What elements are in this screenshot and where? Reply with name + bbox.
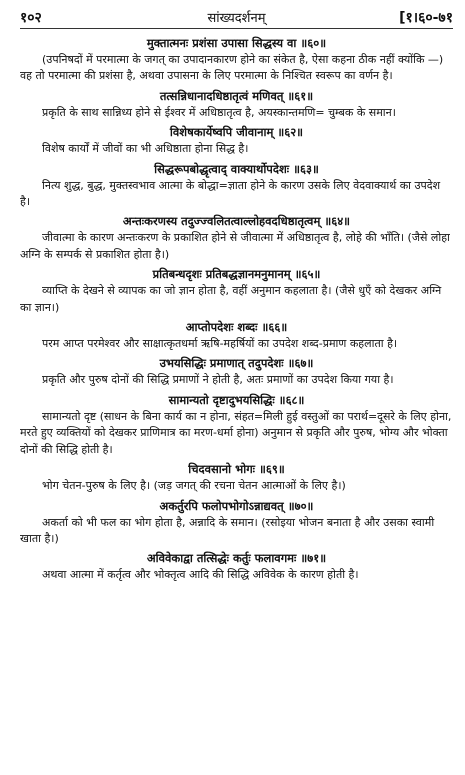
sutra-68: सामान्यतो दृष्टादुभयसिद्धिः ॥६८॥ [168,392,305,407]
sutra-69: चिदवसानो भोगः ॥६९॥ [188,462,285,477]
commentary-71: अथवा आत्मा में कर्तृत्व और भोक्तृत्व आदि की सिद्धि अविवेक के कारण होती है। [42,568,359,582]
commentary-60: (उपनिषदों में परमात्मा के जगत् का उपादानकारण होने का संकेत है, ऐसा कहना ठीक नहीं क्योंकि —) वह तो परमात्मा की प्रशंसा है, अथवा उपासना के लिए परमात्मा के निश्चित स्वरूप का वर्णन है। [20,53,444,83]
sutra-range: [१।६०-७१ [399,10,453,26]
sutra-61: तत्सन्निधानादधिष्ठातृत्वं मणिवत् ॥६१॥ [159,88,314,103]
page-header [20,6,453,29]
commentary-63: नित्य शुद्ध, बुद्ध, मुक्तस्वभाव आत्मा के बोद्धा=ज्ञाता होने के कारण उसके लिए वेदवाक्यार्थ का उपदेश है। [20,178,441,209]
sutra-64: अन्तःकरणस्य तदुज्ज्वलितत्वाल्लोहवदधिष्ठातृत्वम् ॥६४॥ [122,214,351,229]
sutra-70: अकर्तुरपि फलोपभोगोऽन्नाद्यवत् ॥७०॥ [159,498,314,513]
sutra-62: विशेषकार्येष्वपि जीवानाम् ॥६२॥ [169,125,304,140]
sutra-71: अविवेकाद्वा तत्सिद्धेः कर्तुः फलावगमः ॥७१॥ [146,551,327,566]
sutra-67: उभयसिद्धिः प्रमाणात् तदुपदेशः ॥६७॥ [159,356,314,371]
commentary-68: सामान्यतो दृष्ट (साधन के बिना कार्य का न होना, संहत=मिली हुई वस्तुओं का परार्थ=दूसरे के लिए होना, मरते हुए व्यक्तियों को देखकर प्राणिमात्र का मरण-धर्मा होना) अनुमान से प्रकृति और पुरुष, भोग्य और भोक्ता दोनों की सिद्धि होती है। [20,409,452,456]
commentary-64: जीवात्मा के कारण अन्तःकरण के प्रकाशित होने से जीवात्मा में अधिष्ठातृत्व है, लोहे की भाँति। (जैसे लोहा अग्नि के सम्पर्क से प्रकाशित होता है।) [20,231,450,261]
commentary-69: भोग चेतन-पुरुष के लिए है। (जड़ जगत् की रचना चेतन आत्माओं के लिए है।) [42,479,346,493]
commentary-62: विशेष कार्यों में जीवों का भी अधिष्ठाता होना सिद्ध है। [42,142,249,156]
commentary-67: प्रकृति और पुरुष दोनों की सिद्धि प्रमाणों ने होती है, अतः प्रमाणों का उपदेश किया गया है। [42,373,394,387]
sutra-60: मुक्तात्मनः प्रशंसा उपासा सिद्धस्य वा ॥६०॥ [146,36,327,50]
commentary-61: प्रकृति के साथ सान्निध्य होने से ईश्वर में अधिष्ठातृत्व है, अयस्कान्तमणि= चुम्बक के समान। [42,105,396,119]
sutra-65: प्रतिबन्धदृशः प्रतिबद्धज्ञानमनुमानम् ॥६५॥ [152,267,321,282]
sutra-63: सिद्धरूपबोद्धृत्वाद् वाक्यार्थोपदेशः ॥६३॥ [154,161,319,176]
commentary-65: व्याप्ति के देखने से व्यापक का जो ज्ञान होता है, वहीं अनुमान कहलाता है। (जैसे धुएँ को देखकर अग्नि का ज्ञान।) [20,284,442,314]
page-number: १०२ [20,10,42,26]
commentary-66: परम आप्त परमेश्वर और साक्षात्कृतधर्मा ऋषि-महर्षियों का उपदेश शब्द-प्रमाण कहलाता है। [42,337,398,351]
sutra-66: आप्तोपदेशः शब्दः ॥६६॥ [185,320,288,335]
running-title: सांख्यदर्शनम् [207,11,266,26]
commentary-70: अकर्ता को भी फल का भोग होता है, अन्नादि के समान। (रसोइया भोजन बनाता है और उसका स्वामी खाता है।) [20,515,435,545]
